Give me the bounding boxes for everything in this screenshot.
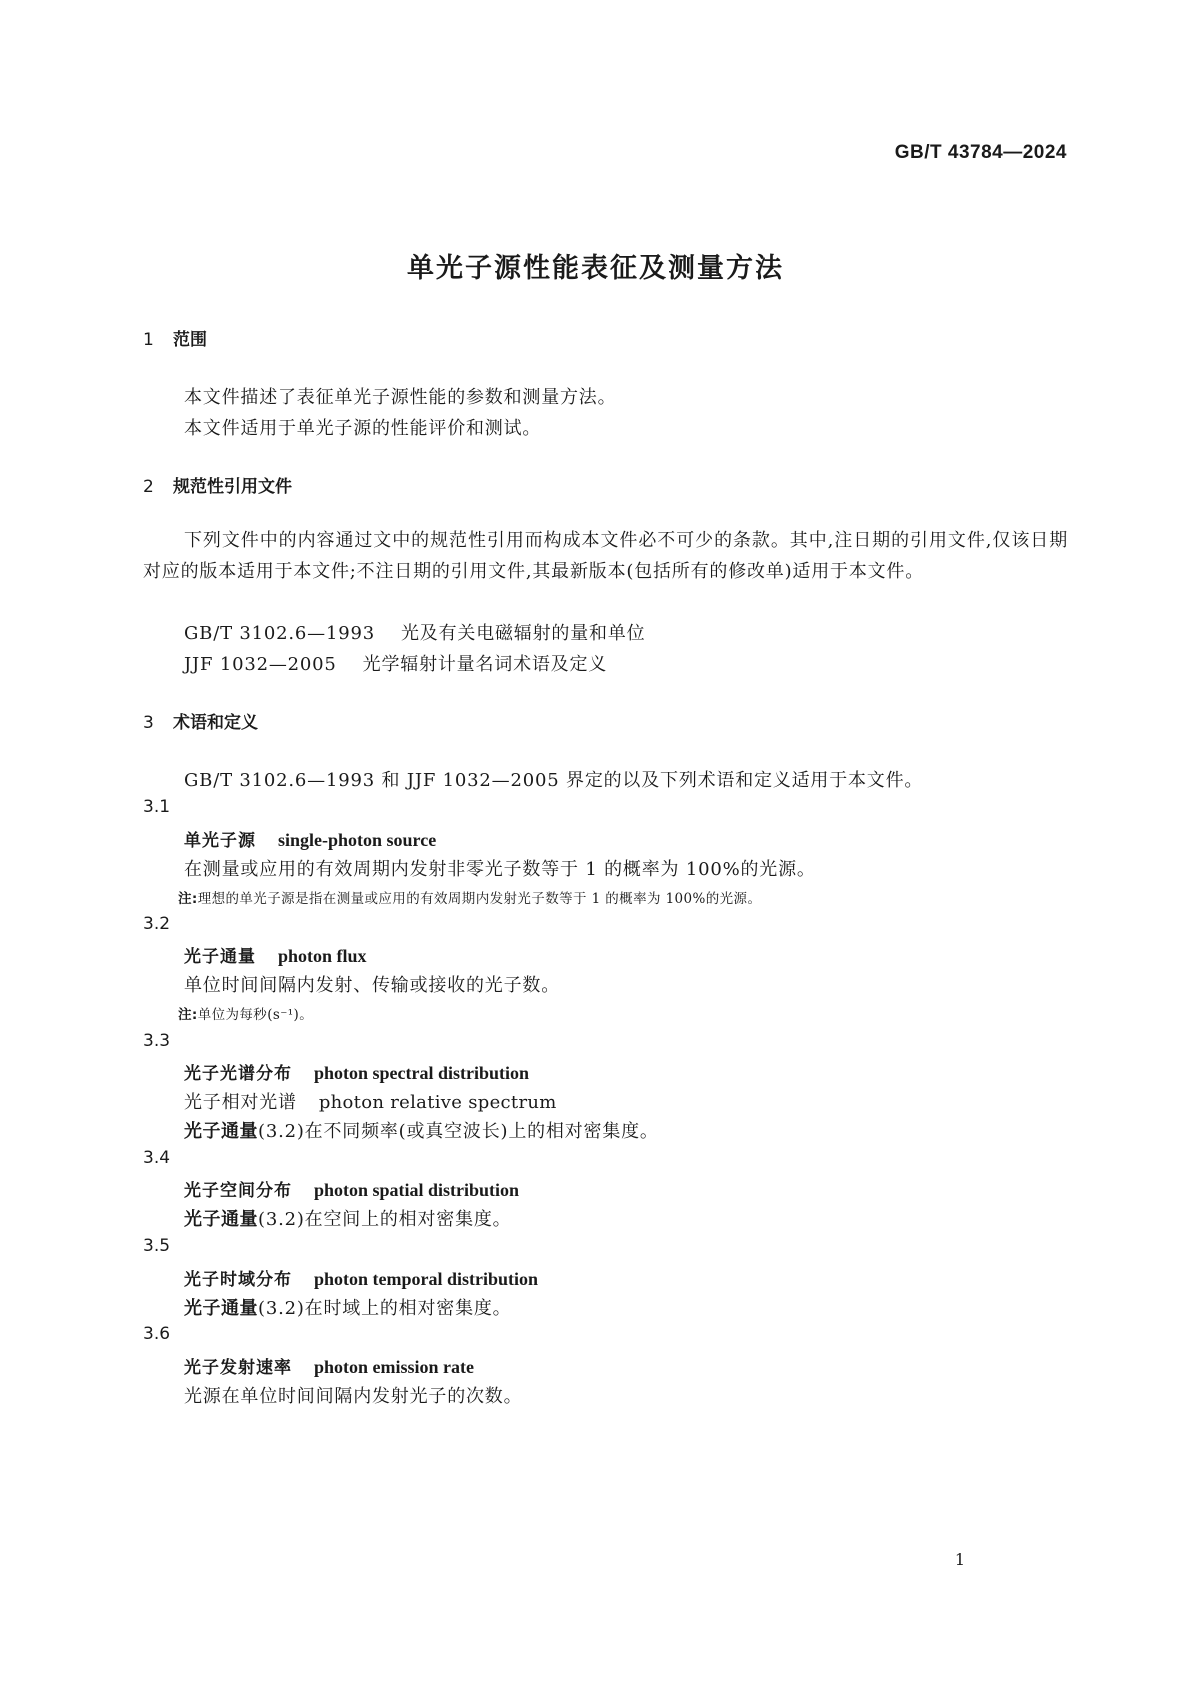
- reference-item: [184, 619, 645, 645]
- term-definition: [184, 1117, 659, 1143]
- section-title: 范围: [173, 330, 207, 350]
- section-number: 2: [143, 477, 154, 497]
- section-number: 3: [143, 713, 154, 733]
- term-zh: 光子光谱分布: [184, 1064, 292, 1084]
- term-zh: 光子时域分布: [184, 1270, 292, 1290]
- terms-intro: GB/T 3102.6—1993 和 JJF 1032—2005 界定的以及下列术语和定义适用于本文件。: [184, 770, 924, 791]
- paragraph: 本文件描述了表征单光子源性能的参数和测量方法。: [184, 387, 617, 408]
- definition-text: 在不同频率(或真空波长)上的相对密集度。: [304, 1121, 659, 1142]
- section-2-heading: [143, 472, 292, 497]
- alt-zh: 光子相对光谱: [184, 1092, 297, 1113]
- section-number: 1: [143, 330, 154, 350]
- term-number: 3.5: [143, 1236, 171, 1256]
- term-heading: [184, 1059, 529, 1084]
- term-note: [178, 1003, 313, 1023]
- term-alternative: [184, 1088, 557, 1114]
- note-text: 理想的单光子源是指在测量或应用的有效周期内发射光子数等于 1 的概率为 100%的光源。: [197, 891, 762, 907]
- reference-title: 光及有关电磁辐射的量和单位: [401, 623, 646, 644]
- definition-text: 在空间上的相对密集度。: [304, 1209, 512, 1230]
- term-definition: 在测量或应用的有效周期内发射非零光子数等于 1 的概率为 100%的光源。: [184, 859, 816, 880]
- definition-ref: 光子通量: [184, 1298, 258, 1319]
- term-en: photon flux: [278, 946, 367, 966]
- term-heading: [184, 826, 436, 851]
- term-heading: [184, 942, 367, 967]
- note-label: 注:: [178, 891, 198, 907]
- term-zh: 光子发射速率: [184, 1358, 292, 1378]
- definition-ref-num: (3.2): [258, 1121, 305, 1142]
- definition-ref-num: (3.2): [258, 1209, 305, 1230]
- term-number: 3.2: [143, 914, 171, 934]
- definition-ref: 光子通量: [184, 1121, 258, 1142]
- document-title: 单光子源性能表征及测量方法: [407, 253, 784, 284]
- term-number: 3.4: [143, 1148, 171, 1168]
- term-zh: 光子通量: [184, 947, 256, 967]
- alt-en: photon relative spectrum: [318, 1092, 557, 1113]
- term-definition: 单位时间间隔内发射、传输或接收的光子数。: [184, 975, 560, 996]
- term-zh: 单光子源: [184, 831, 256, 851]
- definition-text: 在时域上的相对密集度。: [304, 1298, 512, 1319]
- term-en: photon spectral distribution: [314, 1063, 530, 1083]
- note-text: 单位为每秒(s⁻¹)。: [197, 1007, 314, 1023]
- section-1-heading: [143, 325, 207, 350]
- term-heading: [184, 1353, 474, 1378]
- section-title: 术语和定义: [173, 713, 258, 733]
- section-title: 规范性引用文件: [173, 477, 292, 497]
- term-definition: 光源在单位时间间隔内发射光子的次数。: [184, 1386, 523, 1407]
- reference-code: JJF 1032—2005: [184, 654, 337, 675]
- term-en: photon emission rate: [314, 1357, 475, 1377]
- term-definition: [184, 1205, 511, 1231]
- reference-code: GB/T 3102.6—1993: [184, 623, 375, 644]
- paragraph: 本文件适用于单光子源的性能评价和测试。: [184, 418, 542, 439]
- term-heading: [184, 1176, 519, 1201]
- standard-code: GB/T 43784—2024: [894, 142, 1067, 163]
- term-number: 3.1: [143, 797, 171, 817]
- term-en: photon spatial distribution: [314, 1180, 520, 1200]
- page-number: 1: [954, 1550, 965, 1569]
- term-en: single-photon source: [278, 830, 437, 850]
- reference-item: [184, 650, 607, 676]
- term-definition: [184, 1294, 511, 1320]
- term-number: 3.6: [143, 1324, 171, 1344]
- term-zh: 光子空间分布: [184, 1181, 292, 1201]
- references-intro: 下列文件中的内容通过文中的规范性引用而构成本文件必不可少的条款。其中,注日期的引用文件,仅该日期对应的版本适用于本文件;不注日期的引用文件,其最新版本(包括所有的修改单)适用于本文件。: [143, 530, 1068, 582]
- term-heading: [184, 1265, 538, 1290]
- note-label: 注:: [178, 1007, 198, 1023]
- term-en: photon temporal distribution: [314, 1269, 539, 1289]
- definition-ref: 光子通量: [184, 1209, 258, 1230]
- definition-ref-num: (3.2): [258, 1298, 305, 1319]
- reference-title: 光学辐射计量名词术语及定义: [362, 654, 608, 675]
- term-number: 3.3: [143, 1031, 171, 1051]
- term-note: [178, 887, 761, 907]
- section-3-heading: [143, 708, 258, 733]
